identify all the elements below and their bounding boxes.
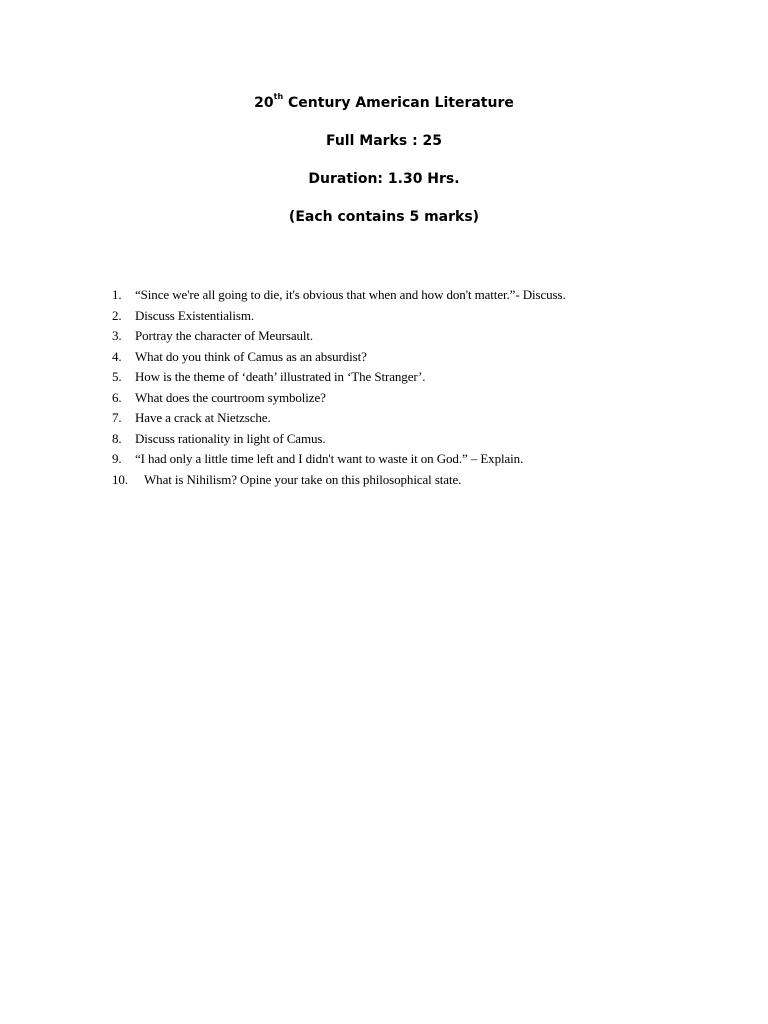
question-number: 9.: [112, 451, 122, 466]
list-item: [112, 347, 712, 368]
question-number: 4.: [112, 348, 122, 364]
list-item: [112, 285, 712, 306]
course-title-prefix: 20: [254, 95, 274, 111]
question-text: Discuss rationality in light of Camus.: [135, 430, 326, 446]
duration: Duration: 1.30 Hrs.: [308, 171, 460, 187]
question-number: 2.: [112, 307, 122, 323]
question-number: 6.: [112, 389, 122, 405]
list-item: [112, 408, 712, 429]
exam-header: [0, 94, 768, 227]
list-item: [112, 306, 712, 327]
question-text: What does the courtroom symbolize?: [135, 389, 326, 405]
full-marks: Full Marks : 25: [325, 133, 443, 149]
list-item: [112, 470, 712, 491]
question-text: What do you think of Camus as an absurdist?: [135, 348, 367, 364]
list-item: [112, 326, 712, 347]
course-title: [0, 94, 768, 113]
marks-note: (Each contains 5 marks): [288, 209, 480, 225]
question-text: “Since we're all going to die, it's obvious that when and how don't matter.”- Discuss.: [135, 287, 566, 302]
course-title-rest: Century American Literature: [283, 95, 514, 111]
question-number: 1.: [112, 287, 122, 302]
list-item: [112, 449, 712, 470]
question-text: Have a crack at Nietzsche.: [135, 410, 271, 425]
question-number: 3.: [112, 328, 122, 343]
question-number: 7.: [112, 410, 122, 425]
list-item: [112, 429, 712, 450]
question-text: Portray the character of Meursault.: [135, 328, 314, 343]
list-item: [112, 367, 712, 388]
question-text: “I had only a little time left and I didn't want to waste it on God.” – Explain.: [135, 451, 524, 466]
question-list: [112, 285, 712, 490]
list-item: [112, 388, 712, 409]
question-text: Discuss Existentialism.: [135, 307, 255, 323]
question-number: 8.: [112, 430, 122, 446]
question-text: What is Nihilism? Opine your take on this philosophical state.: [144, 471, 462, 487]
question-number: 10.: [112, 471, 128, 487]
course-title-superscript: th: [273, 92, 284, 102]
question-text: How is the theme of ‘death’ illustrated in ‘The Stranger’.: [135, 369, 426, 384]
question-number: 5.: [112, 369, 122, 384]
